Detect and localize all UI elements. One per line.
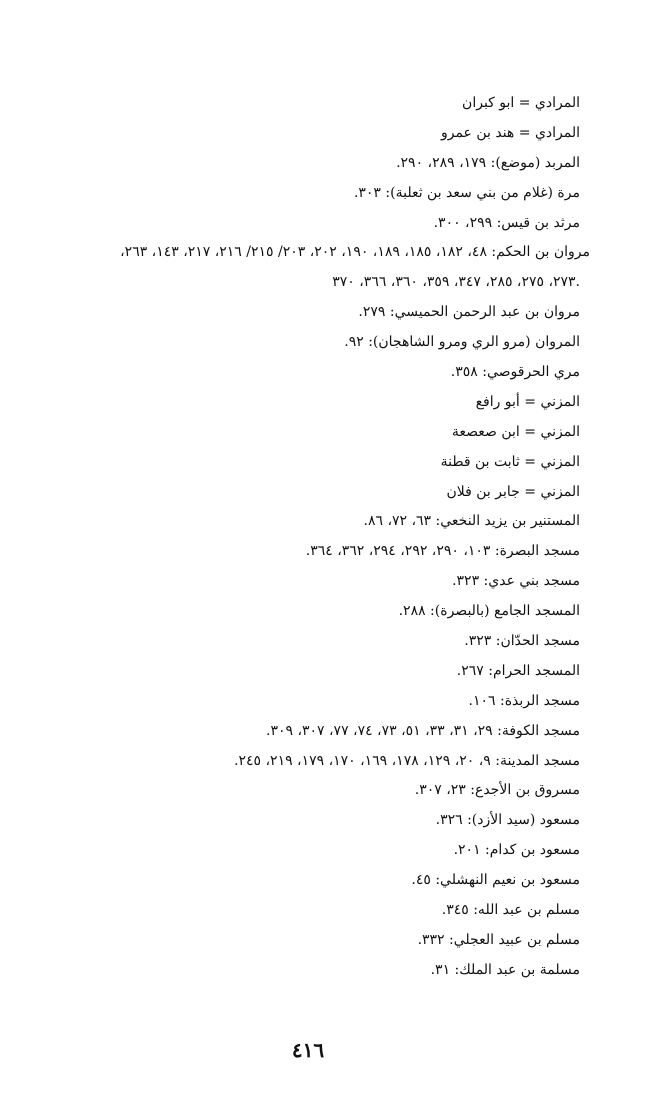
- index-entry: مروان بن عبد الرحمن الحميسي: ٢٧٩.: [358, 304, 580, 321]
- index-entry: مرة (غلام من بني سعد بن ثعلبة): ٣٠٣.: [353, 184, 580, 201]
- index-entry: المستنير بن يزيد النخعي: ٦٣، ٧٢، ٨٦.: [363, 513, 580, 530]
- index-entry: المزني = ابن صعصعة: [451, 423, 580, 440]
- index-entry: المزني = ثابت بن قطنة: [440, 453, 580, 470]
- index-entry: مسعود بن كدام: ٢٠١.: [453, 842, 580, 859]
- index-entry: مروان بن الحكم: ٤٨، ١٨٢، ١٨٥، ١٨٩، ١٩٠، ٢٠٢، ٢٠٣/ ٢١٥/ ٢١٦، ٢١٧، ١٤٣، ٢٦٣،: [120, 244, 590, 261]
- index-entry: مسجد الكوفة: ٢٩، ٣١، ٣٣، ٥١، ٧٣، ٧٤، ٧٧، ٣٠٧، ٣٠٩.: [266, 722, 580, 739]
- index-entry: مري الحرقوصي: ٣٥٨.: [450, 364, 580, 381]
- index-entry: مسجد المدينة: ٩، ٢٠، ١٢٩، ١٧٨، ١٦٩، ١٧٠، ١٧٩، ٢١٩، ٢٤٥.: [234, 752, 580, 769]
- index-entry: مسروق بن الأجدع: ٢٣، ٣٠٧.: [414, 782, 580, 799]
- index-entry: مسعود (سيد الأزد): ٣٢٦.: [435, 812, 580, 829]
- index-entry: المرادي = ابو كبران: [462, 95, 580, 111]
- index-entry: المروان (مرو الري ومرو الشاهجان): ٩٢.: [344, 334, 580, 351]
- page-number: ٤١٦: [291, 1038, 325, 1062]
- index-entries: [20, 89, 590, 986]
- index-entry: المزني = جابر بن فلان: [446, 483, 580, 500]
- index-entry: مسلم بن عبيد العجلي: ٣٣٢.: [417, 931, 580, 948]
- index-entry: مرثد بن قيس: ٢٩٩، ٣٠٠.: [433, 214, 580, 231]
- index-entry: المربد (موضع): ١٧٩، ٢٨٩، ٢٩٠.: [396, 154, 580, 171]
- index-entry: المزني = أبو رافع: [475, 393, 580, 410]
- index-entry-continuation: ٢٧٣، ٢٧٥، ٢٨٥، ٣٤٧، ٣٥٩، ٣٦٠، ٣٦٦، ٣٧٠.: [332, 274, 580, 291]
- index-entry: مسعود بن نعيم النهشلي: ٤٥.: [411, 872, 580, 889]
- index-entry: مسلم بن عبد الله: ٣٤٥.: [441, 902, 580, 919]
- index-entry: مسلمة بن عبد الملك: ٣١.: [430, 961, 580, 978]
- index-entry: المسجد الحرام: ٢٦٧.: [456, 662, 580, 679]
- index-entry: المرادي = هند بن عمرو: [440, 124, 580, 141]
- index-entry: مسجد البصرة: ١٠٣، ٢٩٠، ٢٩٢، ٢٩٤، ٣٦٢، ٣٦٤.: [305, 543, 580, 560]
- index-entry: مسجد الحدّان: ٣٢٣.: [464, 633, 580, 650]
- index-entry: مسجد بني عدي: ٣٢٣.: [452, 573, 580, 590]
- index-entry: المسجد الجامع (بالبصرة): ٢٨٨.: [398, 603, 580, 620]
- index-entry: مسجد الربذة: ١٠٦.: [468, 692, 580, 709]
